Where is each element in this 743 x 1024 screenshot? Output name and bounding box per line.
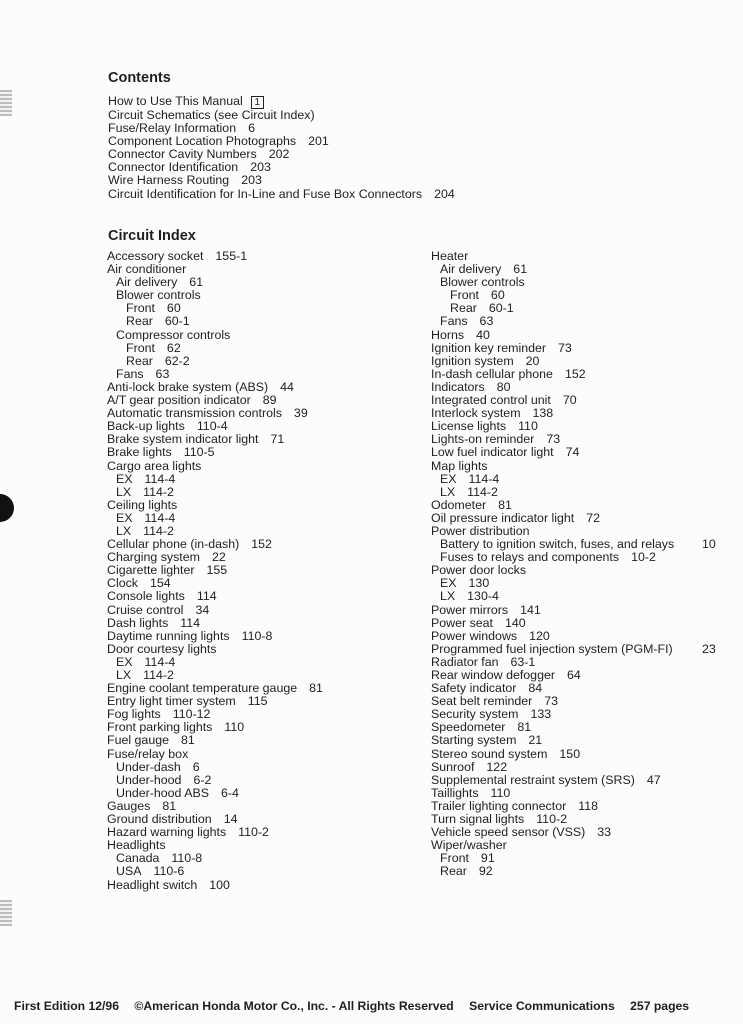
entry-label: Ignition system <box>431 353 514 368</box>
index-entry <box>431 865 721 878</box>
entry-label: Front <box>126 340 155 355</box>
entry-label: Under-hood <box>116 772 182 787</box>
contents-list <box>108 95 455 201</box>
entry-label: Cellular phone (in-dash) <box>107 537 240 552</box>
index-entry <box>431 839 721 852</box>
entry-label: Front parking lights <box>107 720 213 735</box>
entry-page-number: 81 <box>181 733 195 748</box>
entry-page-number: 130 <box>468 576 490 591</box>
entry-page-number: 155 <box>206 563 228 578</box>
entry-label: USA <box>116 864 142 879</box>
entry-label: Security system <box>431 707 519 722</box>
entry-page-number: 60-1 <box>164 314 190 329</box>
entry-page-number: 60 <box>490 288 505 303</box>
binder-hole <box>0 494 14 522</box>
entry-label: Compressor controls <box>116 327 231 342</box>
index-entry <box>431 748 721 761</box>
entry-page-number: 63-1 <box>510 654 536 669</box>
entry-page-number: 150 <box>559 746 581 761</box>
entry-page-number: 21 <box>528 733 543 748</box>
entry-label: Air delivery <box>116 275 178 290</box>
footer-pages: 257 pages <box>630 999 690 1013</box>
entry-label: Power door locks <box>431 563 527 578</box>
footer-edition: First Edition 12/96 <box>14 999 119 1013</box>
entry-page-number: 122 <box>486 759 508 774</box>
entry-page-number: 1 <box>251 96 264 109</box>
entry-page-number: 89 <box>262 393 277 408</box>
entry-page-number: 114-4 <box>144 471 176 486</box>
entry-label: How to Use This Manual <box>108 94 243 108</box>
entry-page-number: 22 <box>211 550 226 565</box>
entry-label: License lights <box>431 419 507 434</box>
footer-copyright: ©American Honda Motor Co., Inc. - All Rights Reserved <box>134 999 454 1013</box>
circuit-index-left-column <box>107 250 323 892</box>
entry-label: Trailer lighting connector <box>431 798 567 813</box>
entry-label: Programmed fuel injection system (PGM-FI) <box>431 641 673 656</box>
entry-page-number: 40 <box>476 327 490 342</box>
entry-label: Canada <box>116 851 160 866</box>
entry-label: Fuse/relay box <box>107 746 189 761</box>
binder-tab-bottom <box>0 900 12 926</box>
entry-page-number: 92 <box>478 864 493 879</box>
entry-page-number: 140 <box>504 615 526 630</box>
entry-label: LX <box>116 668 132 682</box>
circuit-index-title: Circuit Index <box>108 228 196 244</box>
entry-page-number: 203 <box>241 173 262 188</box>
footer-publisher: Service Communications <box>469 999 615 1013</box>
entry-label: EX <box>116 510 133 525</box>
index-entry <box>107 564 323 577</box>
entry-label: Daytime running lights <box>107 628 230 643</box>
entry-page-number: 6-4 <box>221 785 239 800</box>
entry-label: LX <box>440 589 456 604</box>
entry-page-number: 110 <box>518 419 538 434</box>
entry-page-number: 204 <box>434 186 455 201</box>
entry-label: Front <box>126 301 155 316</box>
entry-label: LX <box>440 484 456 499</box>
entry-page-number: 60-1 <box>488 301 514 316</box>
index-entry <box>108 95 455 109</box>
entry-page-number: 114-4 <box>144 510 176 525</box>
entry-label: A/T gear position indicator <box>107 393 251 408</box>
entry-label: Console lights <box>107 589 185 604</box>
entry-page-number: 63 <box>155 366 170 381</box>
index-entry <box>431 302 721 315</box>
entry-label: Engine coolant temperature gauge <box>107 681 298 696</box>
entry-page-number: 133 <box>530 707 552 722</box>
entry-page-number: 6 <box>248 121 255 136</box>
entry-label: Headlights <box>107 838 166 853</box>
entry-page-number: 64 <box>566 668 581 682</box>
entry-page-number: 14 <box>223 812 238 827</box>
entry-page-number: 62-2 <box>164 353 190 368</box>
entry-page-number: 118 <box>578 798 598 813</box>
entry-page-number: 10-2 <box>631 550 656 565</box>
entry-label: Headlight switch <box>107 877 198 892</box>
entry-label: Map lights <box>431 458 488 473</box>
entry-label: Ceiling lights <box>107 497 178 512</box>
entry-page-number: 33 <box>597 825 612 840</box>
entry-page-number: 73 <box>558 340 572 355</box>
entry-label: Ground distribution <box>107 812 212 827</box>
entry-label: Heater <box>431 249 469 263</box>
entry-page-number: 130-4 <box>467 589 499 604</box>
index-entry <box>431 643 721 656</box>
entry-label: Vehicle speed sensor (VSS) <box>431 825 586 840</box>
entry-label: EX <box>440 576 457 591</box>
entry-label: Turn signal lights <box>431 812 525 827</box>
entry-label: Connector Cavity Numbers <box>108 147 257 162</box>
entry-label: In-dash cellular phone <box>431 366 553 381</box>
entry-label: Fans <box>116 366 144 381</box>
entry-label: Cigarette lighter <box>107 563 195 578</box>
index-entry <box>107 656 323 669</box>
entry-page-number: 152 <box>251 537 272 552</box>
entry-label: Charging system <box>107 550 200 565</box>
entry-label: Brake lights <box>107 445 172 460</box>
circuit-index-right-column <box>431 250 721 879</box>
entry-label: Fuel gauge <box>107 733 170 748</box>
entry-page-number: 81 <box>162 798 177 813</box>
entry-page-number: 44 <box>280 379 294 394</box>
entry-page-number: 6-2 <box>193 772 212 787</box>
entry-label: Power distribution <box>431 523 530 538</box>
entry-page-number: 114-4 <box>468 471 500 486</box>
entry-page-number: 34 <box>195 602 210 617</box>
entry-page-number: 72 <box>586 510 601 525</box>
entry-label: Connector Identification <box>108 160 239 175</box>
entry-page-number: 120 <box>529 628 550 643</box>
entry-label: EX <box>440 471 457 486</box>
entry-label: Battery to ignition switch, fuses, and relays <box>440 537 675 552</box>
entry-page-number: 110-4 <box>196 419 228 434</box>
entry-label: Wiper/washer <box>431 838 507 853</box>
entry-page-number: 6 <box>192 759 200 774</box>
entry-label: Accessory socket <box>107 249 204 263</box>
entry-page-number: 110-2 <box>238 825 269 840</box>
index-entry <box>431 315 721 328</box>
entry-label: Fuses to relays and components <box>440 550 620 565</box>
entry-label: EX <box>116 654 133 669</box>
entry-page-number: 115 <box>247 694 268 709</box>
entry-page-number: 23 <box>702 641 716 656</box>
entry-label: Automatic transmission controls <box>107 406 282 421</box>
entry-page-number: 10 <box>702 537 716 552</box>
entry-label: Power mirrors <box>431 602 509 617</box>
index-entry <box>107 473 323 486</box>
entry-page-number: 203 <box>250 160 271 175</box>
entry-page-number: 114-2 <box>467 484 498 499</box>
index-entry <box>107 512 323 525</box>
entry-label: LX <box>116 484 132 499</box>
entry-label: Entry light timer system <box>107 694 236 709</box>
entry-label: EX <box>116 471 133 486</box>
entry-page-number: 81 <box>498 497 512 512</box>
entry-label: Blower controls <box>440 275 525 290</box>
entry-label: Interlock system <box>431 406 521 421</box>
index-entry <box>431 460 721 473</box>
entry-page-number: 73 <box>546 432 561 447</box>
entry-label: Seat belt reminder <box>431 694 533 709</box>
entry-page-number: 47 <box>646 772 661 787</box>
entry-page-number: 110 <box>490 785 511 800</box>
entry-label: Cruise control <box>107 602 184 617</box>
entry-page-number: 114-2 <box>143 668 174 682</box>
entry-label: Supplemental restraint system (SRS) <box>431 772 635 787</box>
entry-label: Odometer <box>431 497 487 512</box>
entry-label: Rear <box>440 864 467 879</box>
contents-title: Contents <box>108 70 171 86</box>
entry-label: Door courtesy lights <box>107 641 217 656</box>
entry-label: Gauges <box>107 798 151 813</box>
entry-page-number: 81 <box>517 720 532 735</box>
entry-label: Circuit Schematics (see Circuit Index) <box>108 108 315 122</box>
entry-label: Air delivery <box>440 262 502 277</box>
entry-label: Fans <box>440 314 468 329</box>
entry-label: Under-dash <box>116 759 181 774</box>
entry-label: Brake system indicator light <box>107 432 259 447</box>
entry-page-number: 60 <box>166 301 181 316</box>
entry-page-number: 114-2 <box>143 484 174 499</box>
entry-label: Under-hood ABS <box>116 785 209 800</box>
entry-page-number: 80 <box>496 379 511 394</box>
entry-label: Power windows <box>431 628 518 643</box>
entry-page-number: 81 <box>309 681 323 696</box>
entry-label: LX <box>116 523 132 538</box>
index-entry <box>107 499 323 512</box>
entry-page-number: 110-12 <box>172 707 211 722</box>
index-entry <box>107 460 323 473</box>
entry-label: Air conditioner <box>107 262 187 277</box>
page-footer <box>14 999 689 1013</box>
entry-page-number: 114-4 <box>144 654 176 669</box>
entry-label: Hazard warning lights <box>107 825 227 840</box>
entry-label: Taillights <box>431 785 479 800</box>
entry-label: Dash lights <box>107 615 169 630</box>
entry-label: Oil pressure indicator light <box>431 510 575 525</box>
entry-label: Rear <box>126 314 153 329</box>
index-entry <box>431 473 721 486</box>
entry-label: Circuit Identification for In-Line and Fuse Box Connectors <box>108 186 423 201</box>
entry-page-number: 201 <box>308 134 329 149</box>
entry-page-number: 100 <box>209 877 230 892</box>
index-entry <box>431 852 721 865</box>
entry-page-number: 61 <box>513 262 528 277</box>
entry-label: Back-up lights <box>107 419 185 434</box>
entry-label: Wire Harness Routing <box>108 173 230 188</box>
index-entry <box>107 879 323 892</box>
index-entry <box>107 643 323 656</box>
entry-label: Starting system <box>431 733 517 748</box>
entry-page-number: 110-2 <box>536 812 567 827</box>
entry-page-number: 110-8 <box>171 851 203 866</box>
entry-label: Fog lights <box>107 707 161 722</box>
entry-page-number: 202 <box>268 147 290 162</box>
binder-tab-top <box>0 90 12 116</box>
entry-page-number: 73 <box>544 694 559 709</box>
entry-label: Rear <box>126 353 153 368</box>
entry-label: Stereo sound system <box>431 746 548 761</box>
entry-page-number: 61 <box>189 275 204 290</box>
entry-label: Component Location Photographs <box>108 134 297 149</box>
entry-page-number: 110 <box>224 720 245 735</box>
entry-page-number: 114 <box>196 589 217 604</box>
entry-label: Low fuel indicator light <box>431 445 554 460</box>
entry-label: Ignition key reminder <box>431 340 547 355</box>
entry-page-number: 110-8 <box>241 628 273 643</box>
entry-page-number: 71 <box>270 432 285 447</box>
entry-page-number: 141 <box>520 602 541 617</box>
entry-label: Speedometer <box>431 720 506 735</box>
index-entry <box>431 538 721 551</box>
entry-label: Indicators <box>431 379 485 394</box>
entry-page-number: 84 <box>528 681 543 696</box>
entry-page-number: 74 <box>565 445 580 460</box>
entry-page-number: 114-2 <box>143 523 174 538</box>
entry-page-number: 138 <box>532 406 554 421</box>
entry-label: Rear <box>450 301 477 316</box>
entry-page-number: 155-1 <box>215 249 248 263</box>
entry-page-number: 152 <box>564 366 586 381</box>
entry-label: Blower controls <box>116 288 201 303</box>
entry-label: Radiator fan <box>431 654 499 669</box>
entry-label: Rear window defogger <box>431 668 555 682</box>
entry-page-number: 114 <box>180 615 201 630</box>
entry-label: Fuse/Relay Information <box>108 121 237 136</box>
entry-page-number: 20 <box>525 353 540 368</box>
entry-label: Horns <box>431 327 465 342</box>
entry-page-number: 154 <box>149 576 171 591</box>
entry-page-number: 63 <box>479 314 494 329</box>
entry-page-number: 110-5 <box>183 445 215 460</box>
entry-page-number: 62 <box>166 340 181 355</box>
entry-label: Power seat <box>431 615 493 630</box>
entry-page-number: 91 <box>480 851 495 866</box>
entry-page-number: 70 <box>562 393 577 408</box>
entry-label: Sunroof <box>431 759 475 774</box>
entry-page-number: 110-6 <box>153 864 185 879</box>
entry-label: Integrated control unit <box>431 393 551 408</box>
entry-page-number: 39 <box>293 406 308 421</box>
entry-label: Front <box>450 288 479 303</box>
entry-label: Safety indicator <box>431 681 517 696</box>
entry-label: Lights-on reminder <box>431 432 535 447</box>
entry-label: Cargo area lights <box>107 458 202 473</box>
index-entry <box>108 188 455 201</box>
entry-label: Front <box>440 851 469 866</box>
entry-label: Clock <box>107 576 138 591</box>
entry-label: Anti-lock brake system (ABS) <box>107 379 269 394</box>
